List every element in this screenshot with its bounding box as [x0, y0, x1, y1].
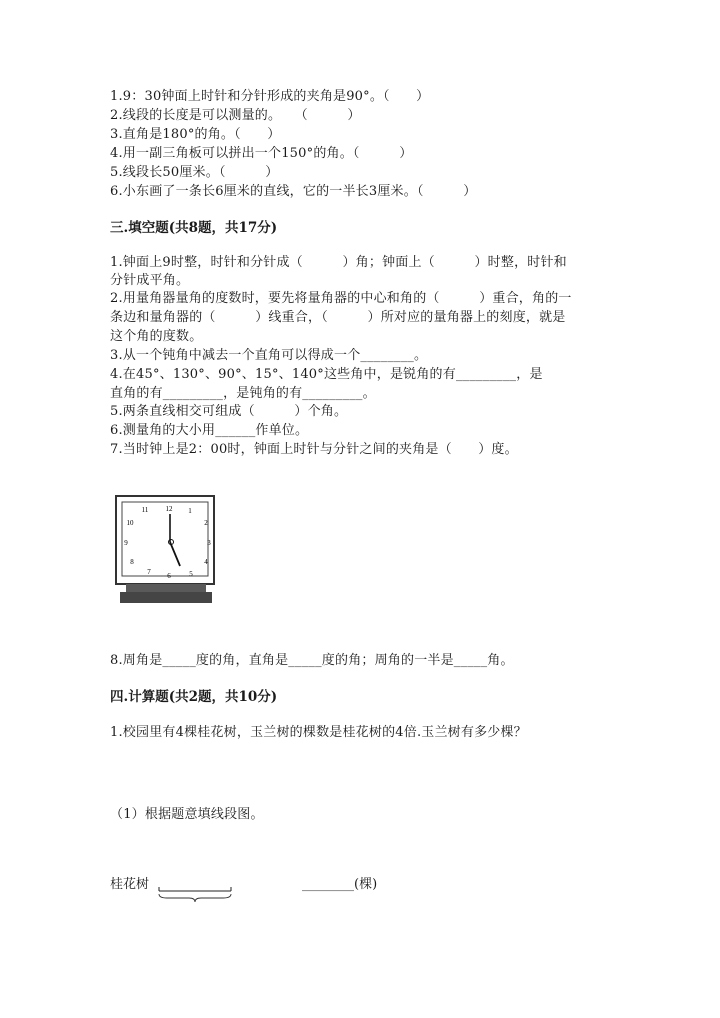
clock-numeral: 8: [130, 558, 134, 566]
fill-heading: 三.填空题(共8题，共17分): [110, 220, 278, 236]
clock-numeral: 9: [124, 539, 128, 547]
segment-label-osmanthus: 桂花树: [110, 877, 150, 892]
judge-item-1: 1.9：30钟面上时针和分针形成的夹角是90°。（ ）: [110, 89, 430, 104]
judge-item-5: 5.线段长50厘米。（ ）: [110, 165, 279, 180]
fill-line-10: 6.测量角的大小用______作单位。: [110, 423, 309, 438]
fill-line-2: 分针成平角。: [110, 273, 190, 288]
judge-item-6: 6.小东画了一条长6厘米的直线，它的一半长3厘米。（ ）: [110, 184, 477, 199]
segment-unit-blank: ________(棵): [302, 877, 378, 892]
clock-numeral: 5: [189, 570, 193, 578]
fill-line-6: 3.从一个钝角中减去一个直角可以得成一个________。: [110, 348, 428, 363]
judge-item-2: 2.线段的长度是可以测量的。 （ ）: [110, 108, 361, 123]
judge-item-3: 3.直角是180°的角。（ ）: [110, 127, 281, 142]
fill-line-8: 直角的有_________，是钝角的有_________。: [110, 386, 376, 401]
clock-numeral: 4: [204, 558, 208, 566]
calc-subquestion-1: （1）根据题意填线段图。: [110, 807, 264, 822]
brace-icon: [159, 894, 231, 902]
calc-heading: 四.计算题(共2题，共10分): [110, 689, 278, 705]
calc-question-1: 1.校园里有4棵桂花树，玉兰树的棵数是桂花树的4倍.玉兰树有多少棵？: [110, 725, 527, 740]
fill-line-9: 5.两条直线相交可组成（ ）个角。: [110, 404, 348, 419]
clock-numeral: 1: [188, 507, 192, 515]
fill-line-3: 2.用量角器量角的度数时，要先将量角器的中心和角的（ ）重合，角的一: [110, 291, 572, 306]
clock-numeral: 2: [204, 519, 208, 527]
clock-numeral: 12: [165, 505, 173, 513]
fill-line-5: 这个角的度数。: [110, 329, 203, 344]
clock-numeral: 7: [147, 568, 151, 576]
clock-numeral: 6: [167, 572, 171, 580]
fill-line-1: 1.钟面上9时整，时针和分针成（ ）角；钟面上（ ）时整，时针和: [110, 255, 567, 270]
clock-numeral: 3: [207, 539, 211, 547]
fill-line-4: 条边和量角器的（ ）线重合，（ ）所对应的量角器上的刻度，就是: [110, 310, 566, 325]
fill-line-7: 4.在45°、130°、90°、15°、140°这些角中，是锐角的有_________，是: [110, 367, 543, 382]
clock-numeral: 11: [141, 506, 149, 514]
clock-numeral: 10: [126, 519, 134, 527]
fill-line-11: 7.当时钟上是2：00时，钟面上时针与分针之间的夹角是（ ）度。: [110, 442, 518, 457]
fill-item-8: 8.周角是_____度的角，直角是_____度的角；周角的一半是_____角。: [110, 653, 514, 668]
judge-item-4: 4.用一副三角板可以拼出一个150°的角。（ ）: [110, 146, 413, 161]
clock-figure: [110, 492, 220, 610]
